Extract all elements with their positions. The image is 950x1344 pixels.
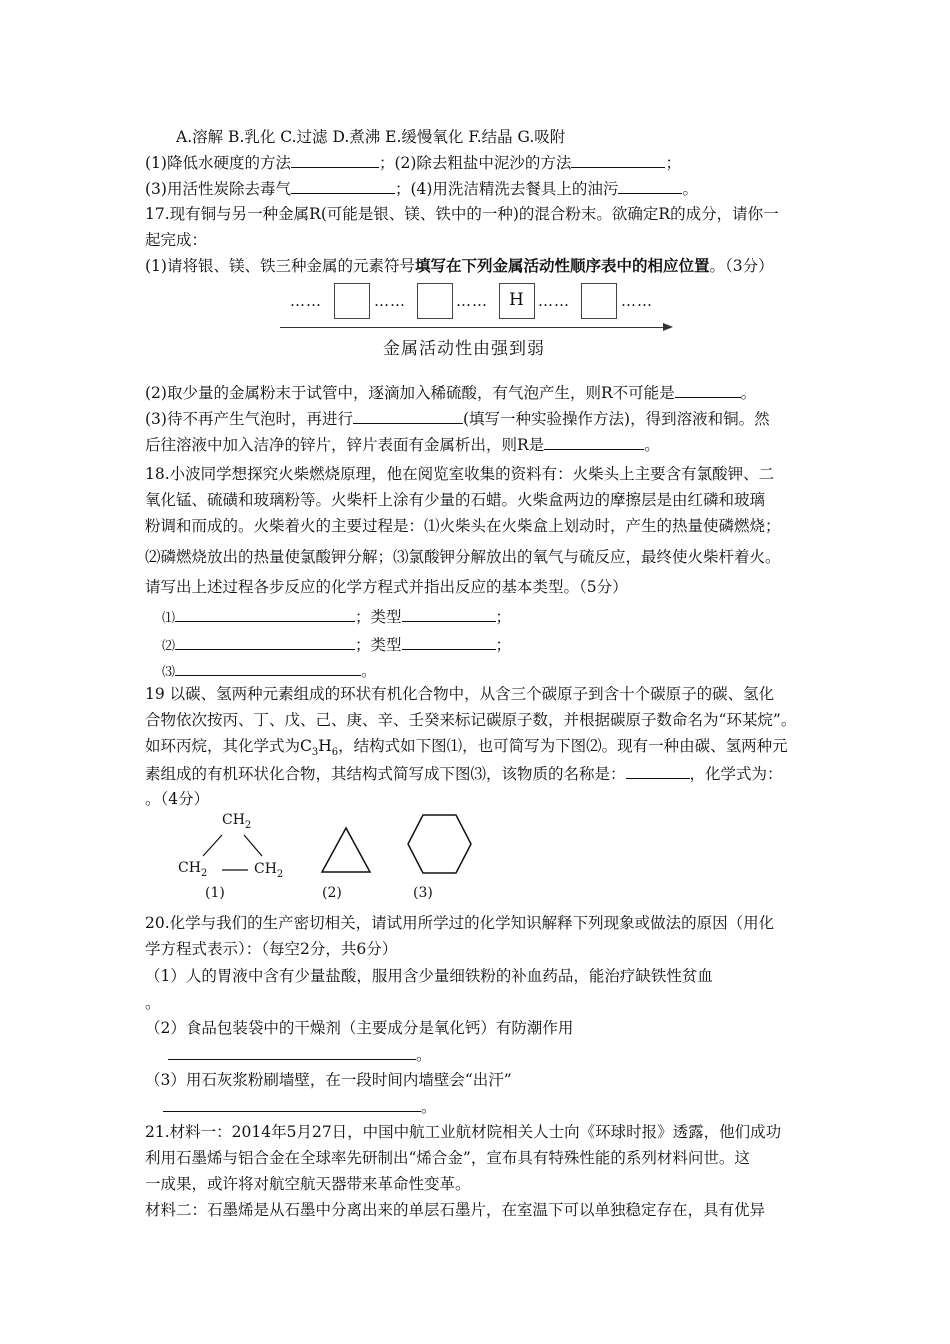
q20-line-2: 学方程式表示）：（每空2分，共6分） <box>145 940 398 958</box>
ch2-top: $CH_2$ <box>222 812 252 831</box>
bond-right <box>244 835 262 856</box>
q20-line-3: （1）人的胃液中含有少量盐酸，服用含少量细铁粉的补血药品，能治疗缺铁性贫血 <box>145 967 713 985</box>
q21-line-1: 21.材料一：2014年5月27日，中国中航工业航材院相关人士向《环球时报》透露，他们成功 <box>145 1123 782 1141</box>
q19-line-2: 合物依次按丙、丁、戊、己、庚、辛、壬癸来标记碳原子数，并根据碳原子数命名为“环某烷”。 <box>145 711 797 729</box>
q17-line-1: 17.现有铜与另一种金属R(可能是银、镁、铁中的一种)的混合粉末。欲确定R的成分，请你一 <box>145 205 779 223</box>
q18-line-3: 粉调和而成的。火柴着火的主要过程是：⑴火柴头在火柴盒上划动时，产生的热量使磷燃烧； <box>145 517 781 535</box>
q21-line-2: 利用石墨烯与铝合金在全球率先研制出“烯合金”，宣布具有特殊性能的系列材料问世。这 <box>145 1149 750 1167</box>
ch2-right: $CH_2$ <box>254 861 284 880</box>
q17-line-4: (2)取少量的金属粉末于试管中，逐滴加入稀硫酸，有气泡产生，则R不可能是 。 <box>145 384 757 402</box>
bond-left <box>203 835 222 856</box>
fig-label-2: (2) <box>322 885 342 901</box>
q20-line-5: （2）食品包装袋中的干燥剂（主要成分是氧化钙）有防潮作用 <box>145 1019 574 1037</box>
q16-line-2: (3)用活性炭除去毒气 ；(4)用洗洁精洗去餐具上的油污 。 <box>145 180 698 198</box>
q16-options: A.溶解 B.乳化 C.过滤 D.煮沸 E.缓慢氧化 F.结晶 G.吸附 <box>176 128 566 146</box>
activity-caption: 金属活动性由强到弱 <box>383 339 545 359</box>
q18-line-5: 请写出上述过程各步反应的化学方程式并指出反应的基本类型。（5分） <box>145 578 628 596</box>
q20-line-6: 。 <box>168 1044 432 1065</box>
series-dots: …… <box>538 292 570 310</box>
q17-line-6: 后往溶液中加入洁净的锌片，锌片表面有金属析出，则R是 。 <box>145 436 660 454</box>
answer-blank[interactable] <box>168 1044 416 1060</box>
q19-line-4: 素组成的有机环状化合物，其结构式简写成下图⑶，该物质的名称是： ，化学式为： <box>145 765 783 783</box>
cyclopropane-triangle <box>322 828 370 872</box>
q20-line-8: 。 <box>163 1096 437 1117</box>
q18-answer-1: ⑴ ；类型 ； <box>162 608 512 626</box>
series-dots: …… <box>290 292 322 310</box>
q19-line-3: 如环丙烷，其化学式为$C_3H_6$，结构式如下图⑴，也可简写为下图⑵。现有一种由碳、氢两种元 <box>145 737 788 759</box>
q18-line-2: 氧化锰、硫磺和玻璃粉等。火柴杆上涂有少量的石蜡。火柴盒两边的摩擦层是由红磷和玻璃 <box>145 491 766 509</box>
q19-line-5: 。（4分） <box>145 790 210 808</box>
hydrogen-symbol: H <box>509 290 524 310</box>
q18-line-4: ⑵磷燃烧放出的热量使氯酸钾分解；⑶氯酸钾分解放出的氧气与硫反应，最终使火柴杆着火。 <box>145 548 781 566</box>
ch2-left: $CH_2$ <box>178 860 208 879</box>
q18-answer-3: ⑶ 。 <box>162 662 377 680</box>
q17-line-5: (3)待不再产生气泡时，再进行 (填写一种实验操作方法)，得到溶液和铜。然 <box>145 410 770 428</box>
q20-line-7: （3）用石灰浆粉刷墙壁，在一段时间内墙壁会“出汗” <box>145 1071 512 1089</box>
series-dots: …… <box>456 292 488 310</box>
fig-label-1: (1) <box>205 885 225 901</box>
series-dots: …… <box>621 292 653 310</box>
cyclohexane-hexagon <box>408 815 471 873</box>
q18-line-1: 18.小波同学想探究火柴燃烧原理，他在阅览室收集的资料有：火柴头上主要含有氯酸钾、二 <box>145 465 775 483</box>
q17-line-2: 起完成： <box>145 231 208 249</box>
q17-line-3: (1)请将银、镁、铁三种金属的元素符号填写在下列金属活动性顺序表中的相应位置。（3分） <box>145 256 774 275</box>
q16-line-1: (1)降低水硬度的方法 ；(2)除去粗盐中泥沙的方法 ； <box>145 154 681 172</box>
series-dots: …… <box>374 292 406 310</box>
q20-line-4: 。 <box>145 994 161 1012</box>
q20-line-1: 20.化学与我们的生产密切相关，请试用所学过的化学知识解释下列现象或做法的原因（用化 <box>145 914 775 932</box>
q19-line-1: 19 以碳、氢两种元素组成的环状有机化合物中，从含三个碳原子到含十个碳原子的碳、氢化 <box>145 685 775 703</box>
q21-line-4: 材料二：石墨烯是从石墨中分离出来的单层石墨片，在室温下可以单独稳定存在，具有优异 <box>145 1201 766 1219</box>
q21-line-3: 一成果，或许将对航空航天器带来革命性变革。 <box>145 1175 471 1193</box>
fig-label-3: (3) <box>413 885 433 901</box>
answer-blank[interactable] <box>163 1096 421 1112</box>
q18-answer-2: ⑵ ；类型 ； <box>162 636 512 654</box>
